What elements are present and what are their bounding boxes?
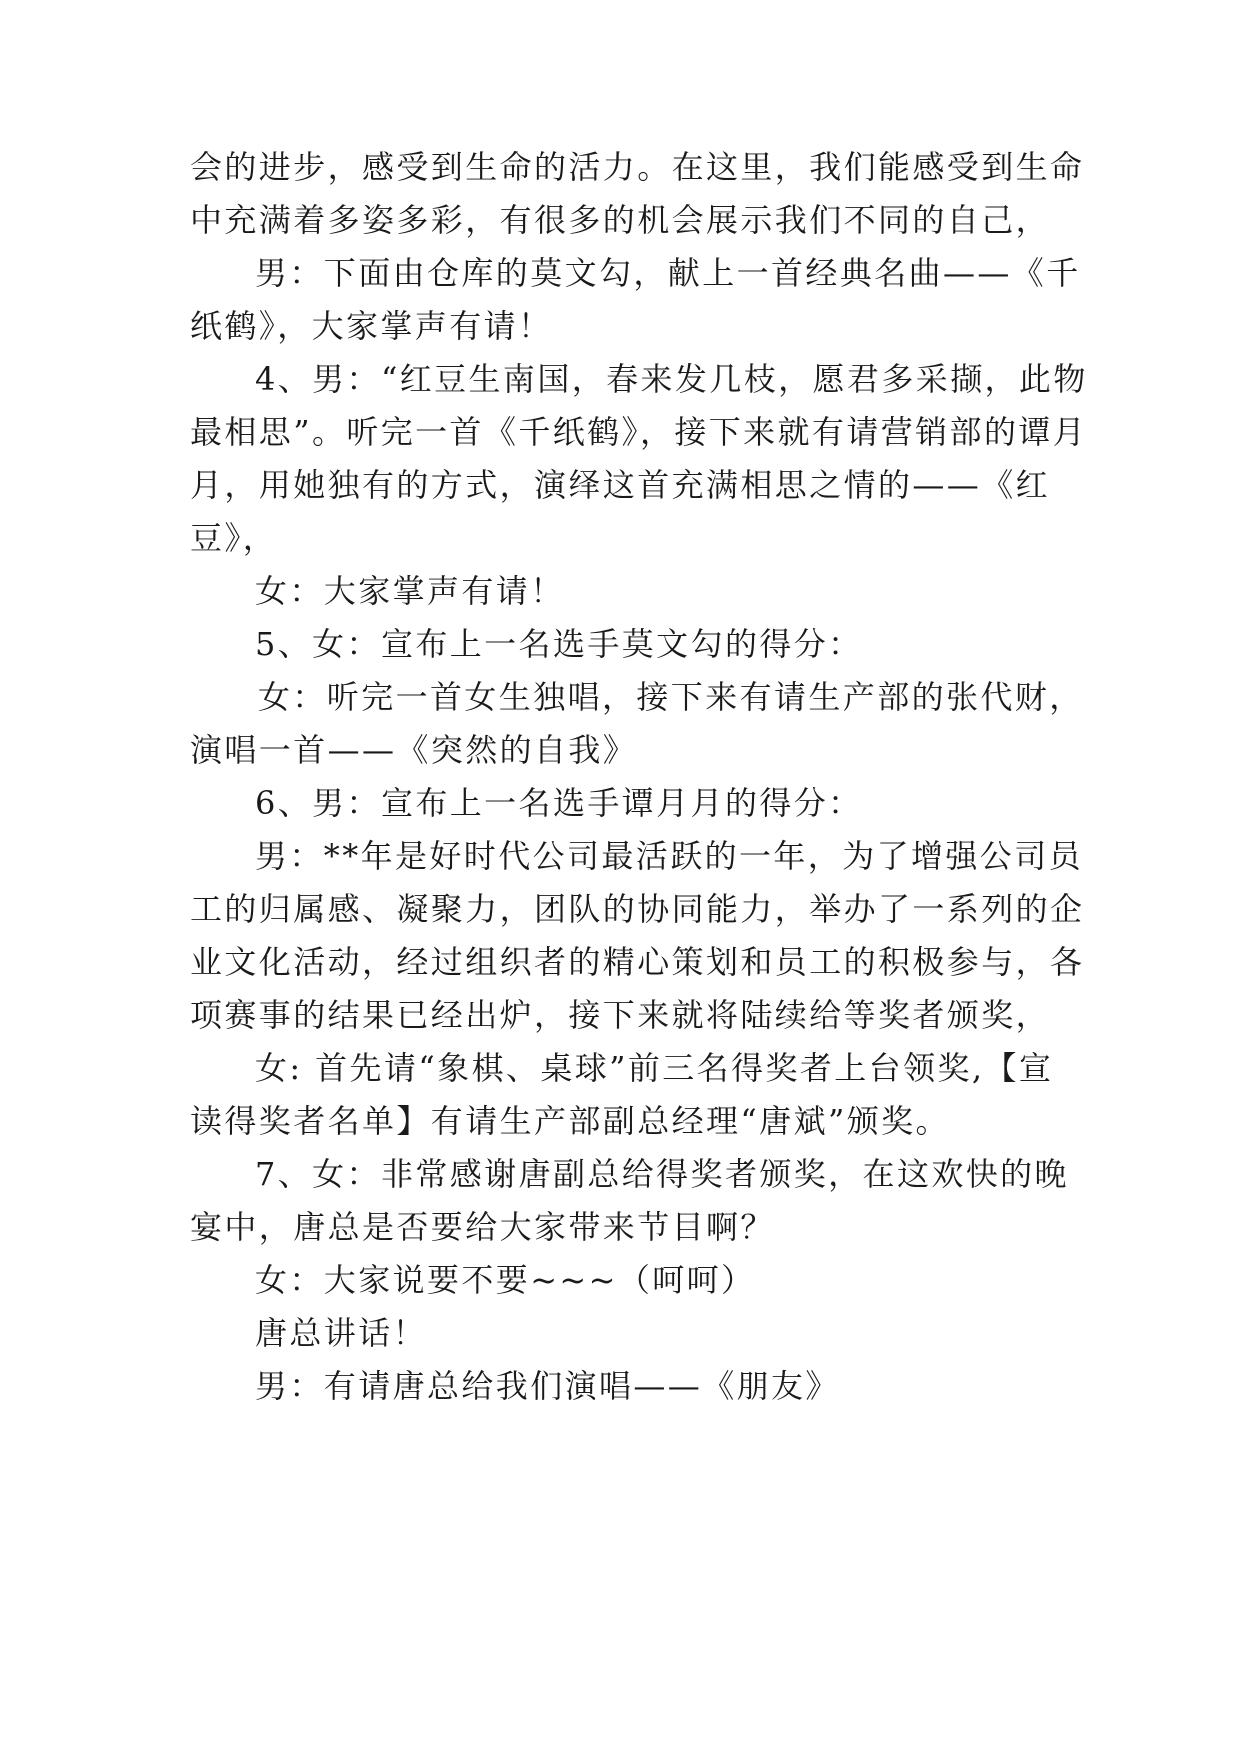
text-line: 女：大家掌声有请！ (255, 572, 565, 610)
text-line: 项赛事的结果已经出炉，接下来就将陆续给等奖者颁奖， (190, 996, 1051, 1034)
text-line: 6、男：宣布上一名选手谭月月的得分： (255, 784, 863, 822)
text-line: 女：听完一首女生独唱，接下来有请生产部的张代财， (258, 678, 1084, 716)
text-line: 月，用她独有的方式，演绎这首充满相思之情的——《红 (190, 466, 1051, 504)
text-line: 女：大家说要不要~~~（呵呵） (255, 1261, 756, 1299)
text-line: 读得奖者名单】有请生产部副总经理“唐斌”颁奖。 (190, 1102, 950, 1140)
text-line: 会的进步，感受到生命的活力。在这里，我们能感受到生命 (190, 148, 1085, 186)
text-line: 男：**年是好时代公司最活跃的一年，为了增强公司员 (255, 837, 1084, 875)
text-line: 女: 首先请“象棋、桌球”前三名得奖者上台领奖,【宣 (255, 1049, 1054, 1087)
text-line: 7、女：非常感谢唐副总给得奖者颁奖，在这欢快的晚 (255, 1155, 1069, 1193)
text-line: 工的归属感、凝聚力，团队的协同能力，举办了一系列的企 (190, 890, 1085, 928)
text-line: 男：下面由仓库的莫文勾，献上一首经典名曲——《千 (255, 254, 1081, 292)
text-line: 业文化活动，经过组织者的精心策划和员工的积极参与，各 (190, 943, 1085, 981)
text-line: 5、女：宣布上一名选手莫文勾的得分： (255, 625, 863, 663)
text-line: 宴中，唐总是否要给大家带来节目啊？ (190, 1208, 775, 1246)
text-line: 最相思”。听完一首《千纸鹤》，接下来就有请营销部的谭月 (190, 413, 1088, 451)
text-line: 纸鹤》，大家掌声有请！ (190, 307, 553, 345)
text-line: 唐总讲话！ (255, 1314, 428, 1352)
text-line: 4、男：“红豆生南国，春来发几枝，愿君多采撷，此物 (255, 360, 1088, 398)
text-line: 演唱一首——《突然的自我》 (190, 731, 638, 769)
text-line: 豆》， (190, 519, 278, 557)
text-line: 男：有请唐总给我们演唱——《朋友》 (255, 1367, 840, 1405)
text-line: 中充满着多姿多彩，有很多的机会展示我们不同的自己， (190, 201, 1051, 239)
